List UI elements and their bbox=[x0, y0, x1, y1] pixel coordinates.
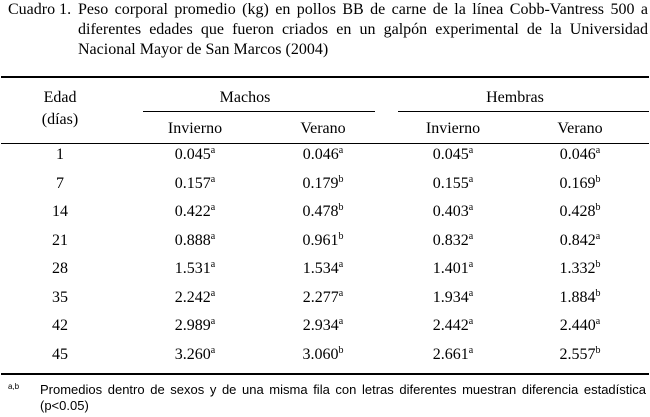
significance-letter: a bbox=[595, 145, 601, 156]
weight-value: 0.157 bbox=[174, 174, 211, 192]
group-header-hembras: Hembras bbox=[486, 89, 544, 106]
weight-value: 0.046 bbox=[559, 146, 596, 163]
weight-value: 0.888 bbox=[174, 231, 211, 249]
weight-cell bbox=[150, 145, 240, 165]
caption-label: Cuadro 1. bbox=[8, 1, 72, 18]
weight-value: 2.440 bbox=[559, 317, 596, 334]
significance-letter: a bbox=[468, 316, 474, 327]
weight-value: 0.428 bbox=[559, 203, 596, 220]
weight-cell bbox=[535, 345, 625, 365]
weight-value: 1.401 bbox=[432, 260, 469, 277]
weight-value: 2.557 bbox=[559, 345, 596, 363]
machos-underline bbox=[143, 111, 375, 112]
weight-cell bbox=[408, 288, 498, 308]
significance-letter: a bbox=[210, 259, 216, 270]
weight-value: 0.045 bbox=[432, 146, 469, 163]
weight-cell bbox=[408, 202, 498, 222]
significance-letter: a bbox=[338, 259, 344, 270]
header-bottom-rule bbox=[1, 143, 649, 144]
weight-value: 2.277 bbox=[302, 288, 339, 306]
weight-cell bbox=[150, 345, 240, 365]
table-top-rule bbox=[1, 76, 649, 78]
weight-value: 1.934 bbox=[432, 288, 469, 306]
weight-value: 0.045 bbox=[174, 146, 211, 163]
age-cell: 28 bbox=[52, 260, 68, 277]
weight-value: 2.242 bbox=[174, 288, 211, 306]
age-cell: 7 bbox=[56, 174, 64, 192]
age-cell: 21 bbox=[52, 231, 68, 249]
subheader-machos-verano: Verano bbox=[300, 120, 346, 137]
age-header: Edad bbox=[43, 89, 77, 106]
weight-value: 2.934 bbox=[302, 317, 339, 334]
weight-value: 0.832 bbox=[432, 231, 469, 249]
weight-cell bbox=[278, 174, 368, 194]
weight-cell bbox=[150, 259, 240, 279]
significance-letter: b bbox=[595, 287, 601, 299]
significance-letter: b bbox=[595, 344, 601, 356]
weight-cell bbox=[408, 231, 498, 251]
weight-cell bbox=[535, 231, 625, 251]
weight-cell bbox=[535, 202, 625, 222]
significance-letter: a bbox=[468, 230, 474, 242]
significance-letter: a bbox=[210, 230, 216, 242]
weight-value: 0.422 bbox=[174, 203, 211, 220]
weight-cell bbox=[278, 288, 368, 308]
weight-cell bbox=[150, 288, 240, 308]
hembras-underline bbox=[398, 111, 649, 112]
weight-value: 3.060 bbox=[302, 345, 339, 363]
table-bottom-rule bbox=[1, 373, 649, 375]
weight-cell bbox=[408, 345, 498, 365]
significance-letter: a bbox=[338, 316, 344, 327]
subheader-hembras-invierno: Invierno bbox=[425, 120, 481, 137]
weight-cell bbox=[408, 145, 498, 165]
weight-value: 0.403 bbox=[432, 203, 469, 220]
weight-cell bbox=[278, 231, 368, 251]
significance-letter: a bbox=[210, 316, 216, 327]
significance-letter: b bbox=[595, 259, 601, 270]
age-cell: 1 bbox=[56, 146, 64, 163]
caption-text: Peso corporal promedio (kg) en pollos BB de carne de la línea Cobb-Vantress 500 a diferentes edades que fueron criados en un galpón experimental de la Universidad Nacional Mayor de San Marcos (2004) bbox=[78, 1, 648, 58]
significance-letter: a bbox=[210, 202, 216, 213]
weight-cell bbox=[278, 145, 368, 165]
weight-cell bbox=[535, 145, 625, 165]
significance-letter: b bbox=[338, 173, 344, 185]
age-cell: 14 bbox=[52, 203, 68, 220]
significance-letter: a bbox=[468, 259, 474, 270]
weight-cell bbox=[408, 316, 498, 336]
weight-value: 0.155 bbox=[432, 174, 469, 192]
footnote-mark: a,b bbox=[8, 382, 20, 391]
weight-cell bbox=[278, 259, 368, 279]
age-cell: 42 bbox=[52, 317, 68, 334]
weight-cell bbox=[150, 231, 240, 251]
subheader-hembras-verano: Verano bbox=[557, 120, 603, 137]
significance-letter: a bbox=[210, 287, 216, 299]
weight-value: 2.989 bbox=[174, 317, 211, 334]
weight-cell bbox=[150, 202, 240, 222]
weight-value: 1.534 bbox=[302, 260, 339, 277]
significance-letter: a bbox=[338, 145, 344, 156]
significance-letter: a bbox=[468, 202, 474, 213]
significance-letter: a bbox=[595, 230, 601, 242]
weight-cell bbox=[150, 174, 240, 194]
significance-letter: a bbox=[468, 287, 474, 299]
subheader-machos-invierno: Invierno bbox=[167, 120, 223, 137]
group-header-machos: Machos bbox=[219, 89, 271, 106]
weight-cell bbox=[278, 345, 368, 365]
significance-letter: b bbox=[338, 202, 344, 213]
significance-letter: a bbox=[210, 145, 216, 156]
weight-value: 1.884 bbox=[559, 288, 596, 306]
footnote-text: Promedios dentro de sexos y de una misma fila con letras diferentes muestran diferencia estadística (p<0.05) bbox=[40, 382, 646, 413]
weight-cell bbox=[278, 316, 368, 336]
significance-letter: b bbox=[595, 173, 601, 185]
significance-letter: a bbox=[210, 344, 216, 356]
age-cell: 45 bbox=[52, 345, 68, 363]
significance-letter: a bbox=[468, 173, 474, 185]
weight-cell bbox=[150, 316, 240, 336]
weight-value: 0.169 bbox=[559, 174, 596, 192]
weight-cell bbox=[408, 259, 498, 279]
significance-letter: a bbox=[595, 316, 601, 327]
significance-letter: b bbox=[595, 202, 601, 213]
weight-cell bbox=[408, 174, 498, 194]
significance-letter: a bbox=[468, 145, 474, 156]
weight-cell bbox=[278, 202, 368, 222]
weight-value: 3.260 bbox=[174, 345, 211, 363]
weight-cell bbox=[535, 174, 625, 194]
weight-value: 0.179 bbox=[302, 174, 339, 192]
significance-letter: b bbox=[338, 230, 344, 242]
age-cell: 35 bbox=[52, 288, 68, 306]
age-header-unit: (días) bbox=[41, 111, 79, 128]
significance-letter: a bbox=[468, 344, 474, 356]
weight-cell bbox=[535, 316, 625, 336]
weight-value: 2.442 bbox=[432, 317, 469, 334]
weight-value: 1.531 bbox=[174, 260, 211, 277]
significance-letter: b bbox=[338, 344, 344, 356]
weight-value: 0.961 bbox=[302, 231, 339, 249]
weight-value: 0.842 bbox=[559, 231, 596, 249]
weight-value: 0.478 bbox=[302, 203, 339, 220]
weight-cell bbox=[535, 259, 625, 279]
weight-cell bbox=[535, 288, 625, 308]
weight-value: 0.046 bbox=[302, 146, 339, 163]
weight-value: 2.661 bbox=[432, 345, 469, 363]
weight-value: 1.332 bbox=[559, 260, 596, 277]
significance-letter: a bbox=[338, 287, 344, 299]
significance-letter: a bbox=[210, 173, 216, 185]
